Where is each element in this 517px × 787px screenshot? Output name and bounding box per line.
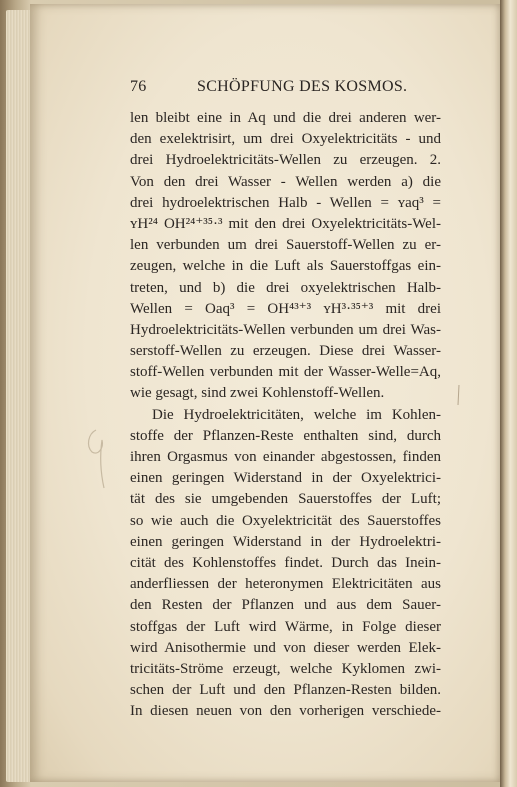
text-line: In diesen neuen von den vorherigen verschiede-: [130, 703, 441, 720]
text-line: einen geringen Widerstand in der Oxyelektrici-: [130, 470, 441, 487]
text-line: einen geringen Widerstand in der Hydroelektri-: [130, 533, 441, 550]
text-line: so wie auch die Oxyelektricität des Sauerstoffes: [130, 512, 441, 529]
text-line: Hydroelektricitäts-Wellen verbunden um drei Was-: [130, 321, 441, 338]
text-line: schen der Luft und den Pflanzen-Resten bilden.: [130, 682, 441, 699]
text-line: Wellen = Oaq³ = OH⁴³⁺³ ʏH³·³⁵⁺³ mit drei: [130, 300, 441, 317]
running-title: SCHÖPFUNG DES KOSMOS.: [197, 78, 408, 95]
paragraph-start-line: Die Hydroelektricitäten, welche im Kohlen-: [152, 406, 441, 423]
text-line: drei hydroelektrischen Halb - Wellen = ʏaq³ =: [130, 194, 441, 211]
text-line: wie gesagt, sind zwei Kohlenstoff-Wellen.: [130, 385, 385, 402]
text-line: stoffgas der Luft wird Wärme, in Folge dieser: [130, 618, 441, 635]
text-line: len bleibt eine in Aq und die drei anderen wer-: [130, 110, 441, 126]
text-line: anderfliessen der heteronymen Elektricitäten aus: [130, 576, 441, 593]
text-line: zeugen, welche in die Luft als Sauerstoffgas ein-: [130, 258, 441, 275]
text-line: stoff-Wellen verbunden mit der Wasser-Welle=Aq,: [130, 364, 441, 381]
text-line: den exelektrisirt, um drei Oxyelektricitäts - und: [130, 131, 441, 148]
text-line: stoffe der Pflanzen-Reste enthalten sind, durch: [130, 427, 441, 444]
text-line: len verbunden um drei Sauerstoff-Wellen zu er-: [130, 237, 441, 254]
page-number: 76: [130, 78, 147, 95]
text-line: drei Hydroelektricitäts-Wellen zu erzeugen. 2.: [130, 152, 441, 169]
text-line: Von den drei Wasser - Wellen werden a) die: [130, 173, 441, 190]
text-line: serstoff-Wellen zu erzeugen. Diese drei Wasser-: [130, 343, 441, 360]
text-line: ʏH²⁴ OH²⁴⁺³⁵·³ mit den drei Oxyelektricitäts-Wel-: [130, 215, 441, 232]
pencil-annotation-mark: [82, 424, 122, 494]
text-line: treten, und b) die drei oxyelektrischen Halb-: [130, 279, 441, 296]
right-page-edge: [500, 0, 517, 787]
text-line: cität des Kohlenstoffes findet. Durch das Inein-: [130, 554, 441, 571]
text-line: tricitäts-Ströme erzeugt, welche Kyklomen zwi-: [130, 660, 441, 677]
body-text: [130, 108, 441, 722]
text-line: tät des sie umgebenden Sauerstoffes der Luft;: [130, 491, 441, 508]
margin-mark: [456, 384, 462, 406]
text-line: ihren Orgasmus von einander abgestossen, finden: [130, 449, 441, 465]
page-header: [130, 78, 440, 100]
text-line: den Resten der Pflanzen und aus dem Sauer-: [130, 597, 441, 614]
text-line: wird Anisothermie und von dieser werden Elek-: [130, 639, 441, 656]
